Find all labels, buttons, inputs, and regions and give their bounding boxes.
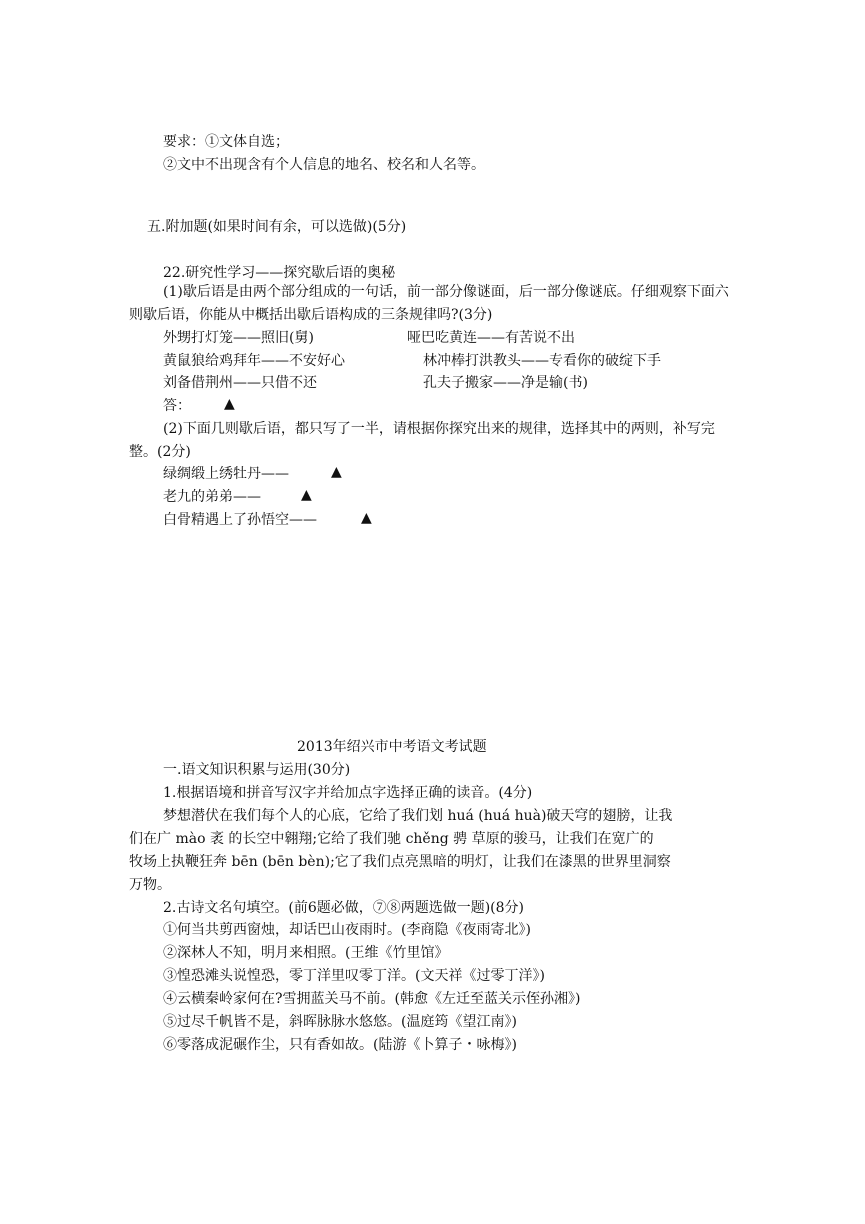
- passage-line-1: 梦想潜伏在我们每个人的心底，它给了我们划 huá (huá huà)破天穹的翅膀，让我: [163, 808, 673, 824]
- poem-line-4: ④云横秦岭家何在?雪拥蓝关马不前。(韩愈《左迁至蓝关示侄孙湘》): [163, 991, 581, 1007]
- poem-line-1: ①何当共剪西窗烛，却话巴山夜雨时。(李商隐《夜雨寄北》): [163, 922, 531, 938]
- section-1-heading: 一.语文知识积累与运用(30分): [163, 762, 351, 778]
- poem-line-2: ②深林人不知，明月来相照。(王维《竹里馆》: [163, 945, 449, 961]
- exam-title: 2013年绍兴市中考语文考试题: [297, 739, 487, 755]
- question-2: 2.古诗文名句填空。(前6题必做，⑦⑧两题选做一题)(8分): [163, 900, 525, 916]
- requirement-line-2: ②文中不出现含有个人信息的地名、校名和人名等。: [163, 157, 485, 173]
- example-3-right: 孔夫子搬家——净是输(书): [423, 375, 588, 391]
- blank-1-marker-icon: ▲: [331, 464, 342, 480]
- blank-item-2: 老九的弟弟——: [163, 489, 261, 505]
- passage-line-4: 万物。: [129, 877, 171, 893]
- passage-line-2: 们在广 mào 袤 的长空中翱翔;它给了我们驰 chěng 骋 草原的骏马，让我们在宽广的: [129, 831, 654, 847]
- example-2-right: 林冲棒打洪教头——专看你的破绽下手: [423, 353, 661, 369]
- question-22-title: 22.研究性学习——探究歇后语的奥秘: [163, 265, 396, 281]
- passage-line-3: 牧场上执鞭狂奔 bēn (bēn bèn);它了我们点亮黑暗的明灯，让我们在漆黑的世界里洞察: [129, 854, 671, 870]
- poem-line-5: ⑤过尽千帆皆不是，斜晖脉脉水悠悠。(温庭筠《望江南》): [163, 1014, 517, 1030]
- answer-label: 答：: [163, 398, 191, 414]
- question-22-part-2: (2)下面几则歇后语，都只写了一半，请根据你探究出来的规律，选择其中的两则，补写完整。(2分): [129, 421, 715, 460]
- poem-line-6: ⑥零落成泥碾作尘，只有香如故。(陆游《卜算子・咏梅》): [163, 1037, 517, 1053]
- example-1-left: 外甥打灯笼——照旧(舅): [163, 330, 314, 346]
- example-2-left: 黄鼠狼给鸡拜年——不安好心: [163, 353, 345, 369]
- blank-2-marker-icon: ▲: [301, 487, 312, 503]
- blank-item-1: 绿绸缎上绣牡丹——: [163, 466, 289, 482]
- poem-line-3: ③惶恐滩头说惶恐，零丁洋里叹零丁洋。(文天祥《过零丁洋》): [163, 968, 545, 984]
- blank-3-marker-icon: ▲: [361, 510, 372, 526]
- requirement-line-1: 要求：①文体自选；: [163, 134, 289, 150]
- example-1-right: 哑巴吃黄连——有苦说不出: [407, 330, 575, 346]
- question-22-part-1: (1)歇后语是由两个部分组成的一句话，前一部分像谜面，后一部分像谜底。仔细观察下面六则歇后语，你能从中概括出歇后语构成的三条规律吗?(3分): [129, 284, 729, 323]
- question-1: 1.根据语境和拼音写汉字并给加点字选择正确的读音。(4分): [163, 785, 533, 801]
- blank-item-3: 白骨精遇上了孙悟空——: [163, 512, 317, 528]
- answer-blank-marker-icon: ▲: [224, 396, 235, 412]
- example-3-left: 刘备借荆州——只借不还: [163, 375, 317, 391]
- section-5-heading: 五.附加题(如果时间有余，可以选做)(5分): [147, 219, 407, 235]
